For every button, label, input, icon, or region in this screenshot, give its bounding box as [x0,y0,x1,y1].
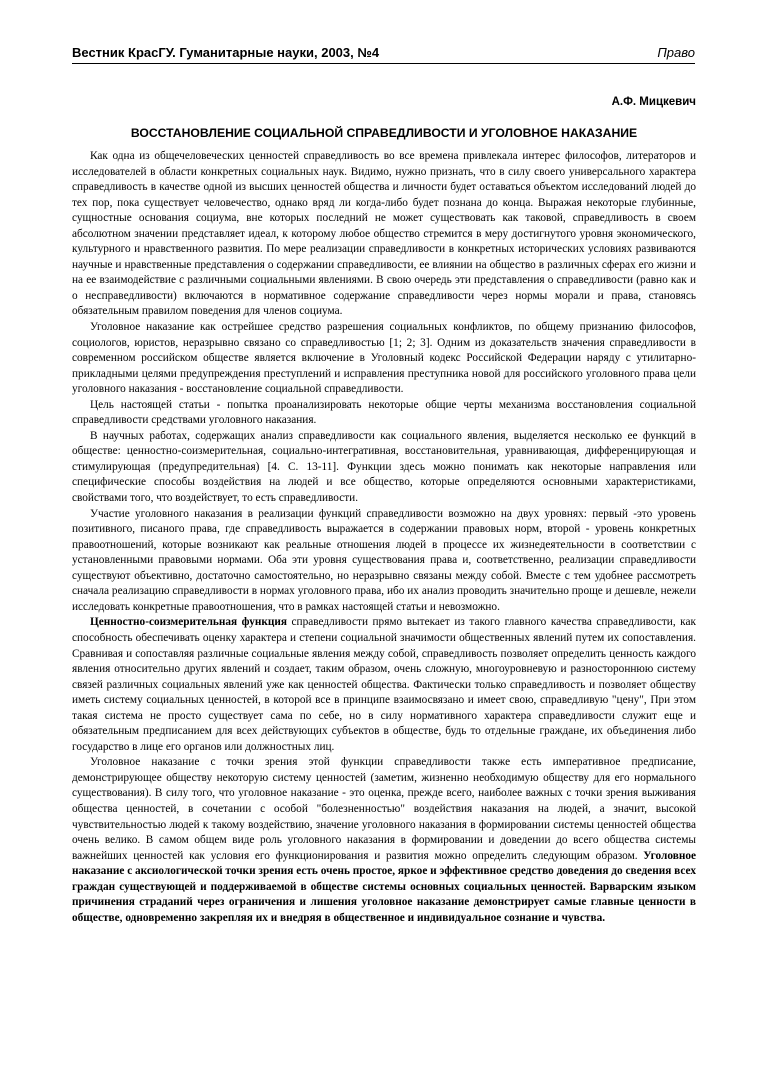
header-rule [72,63,695,64]
function-term: Ценностно-соизмерительная функция [90,616,287,629]
journal-title: Вестник КрасГУ. Гуманитарные науки, 2003, №4 [72,45,380,60]
key-conclusion: Уголовное наказание с аксиологической точки зрения есть очень простое, яркое и эффективное средство доведения до сведения всех граждан существующей и поддерживаемой в обществе системы основных социальных ценностей. Варварским языком причинения страданий через ограничения и лишения уголовное наказание демонстрирует самые главные ценности в обществе, одновременно закрепляя их и внедряя в общественное и индивидуальное сознание и чувства. [72,849,696,924]
paragraph-text: Уголовное наказание с точки зрения этой функции справедливости также есть императивное предписание, демонстрирующее обществу некоторую систему ценностей (заметим, жизненно необходимую обществу для его нормального существования). В силу того, что уголовное наказание - это оценка, прежде всего, наиболее важных с точки зрения выживания общества ценностей, в сочетании с особой "болезненностью" воздействия наказания на людей, а значит, высокой чувствительностью людей к такому воздействию, значение уголовного наказания в формировании системы ценностей общества очень велико. В самом общем виде роль уголовного наказания в формировании и доведении до всего общества системы важнейших ценностей как условия его функционирования и развития можно определить следующим образом. [72,756,696,862]
running-header [72,45,695,65]
paragraph [72,755,696,926]
article-body [72,149,696,926]
paragraph: В научных работах, содержащих анализ справедливости как социального явления, выделяется несколько ее функций в обществе: ценностно-соизмерительная, социально-интегративная, восстановительная, уравнивающая, дифференцирующая и стимулирующая (предупредительная) [4. С. 13-11]. Функции здесь можно понимать как некоторые направления или специфические способы воздействия на людей и все общество, которые определяются основными характеристиками, свойствами того, что воздействует, то есть справедливости. [72,429,696,505]
section-name: Право [657,45,695,60]
paragraph-text: справедливости прямо вытекает из такого главного качества справедливости, как способность обеспечивать оценку характера и степени социальной значимости общественных явлений путем их сопоставления. Сравнивая и сопоставляя различные социальные явления между собой, справедливость позволяет определить ценность каждого явления относительно других явлений и создает, таким образом, очень сложную, многоуровневую и разностороннюю систему связей различных социальных явлений уже как ценностей общества. Фактически только справедливость и позволяет обществу иметь систему социальных ценностей, в которой все в принципе взаимосвязано и имеет свою, справедливую "цену", При этом такая система не просто существует сама по себе, но в силу нормативного характера справедливости служит еще и обязательным предписанием для всех действующих субъектов в обществе, будь то отдельные граждане, их объединения либо государство в лице его органов или должностных лиц. [72,616,696,753]
paragraph: Как одна из общечеловеческих ценностей справедливость во все времена привлекала интерес философов, литераторов и исследователей в области конкретных социальных наук. Видимо, нужно признать, что в силу своего универсального характера справедливость в качестве одной из высших ценностей общества и личности будет оставаться объектом исследований людей до тех пор, пока существует человечество, однако вряд ли когда-либо будет познана до конца. Выражая некоторые глубинные, сущностные основания социума, вне которых последний не может существовать как таковой, справедливость в своем абсолютном значении представляет идеал, к которому любое общество стремится в меру достигнутого уровня экономического, культурного и нравственного развития. По мере реализации справедливости в конкретных исторических условиях развиваются научные и нравственные представления о содержании справедливости, ее влиянии на общество в различных сферах его жизни и на ее взаимодействие с различными социальными явлениями. В свою очередь эти представления о справедливости (равно как и о несправедливости) включаются в нормативное содержание справедливости через нормы морали и права, становясь обязательным правилом поведения для членов социума. [72,150,696,318]
paragraph: Уголовное наказание как острейшее средство разрешения социальных конфликтов, по общему признанию философов, социологов, юристов, неразрывно связано со справедливостью [1; 2; 3]. Одним из доказательств значения справедливости в современном российском обществе является включение в Уголовный кодекс Российской Федерации наряду с утилитарно-прикладными целями предупреждения преступлений и исправления преступника новой для российского уголовного права цели уголовного наказания - восстановление социальной справедливости. [72,321,696,396]
paragraph [72,615,696,755]
author-name: А.Ф. Мицкевич [611,96,696,108]
article-title: ВОССТАНОВЛЕНИЕ СОЦИАЛЬНОЙ СПРАВЕДЛИВОСТИ И УГОЛОВНОЕ НАКАЗАНИЕ [130,126,638,140]
paragraph: Участие уголовного наказания в реализации функций справедливости возможно на двух уровнях: первый -это уровень позитивного, писаного права, где справедливость выражается в содержании правовых норм, второй - уровень конкретных правоотношений, которые возникают как реальные отношения людей в процессе их жизнедеятельности в соответствии с установленными правовыми нормами. Оба эти уровня существования права и, соответственно, реализации справедливости существуют объективно, достаточно самостоятельно, но неразрывно связаны между собой. Вместе с тем удобнее рассмотреть сначала реализацию справедливости в нормах уголовного права, ибо их анализ проводить значительно проще и дешевле, нежели исследовать конкретные правоотношения, что в рамках настоящей статьи и невозможно. [72,507,696,613]
paragraph: Цель настоящей статьи - попытка проанализировать некоторые общие черты механизма восстановления социальной справедливости средствами уголовного наказания. [72,398,696,427]
